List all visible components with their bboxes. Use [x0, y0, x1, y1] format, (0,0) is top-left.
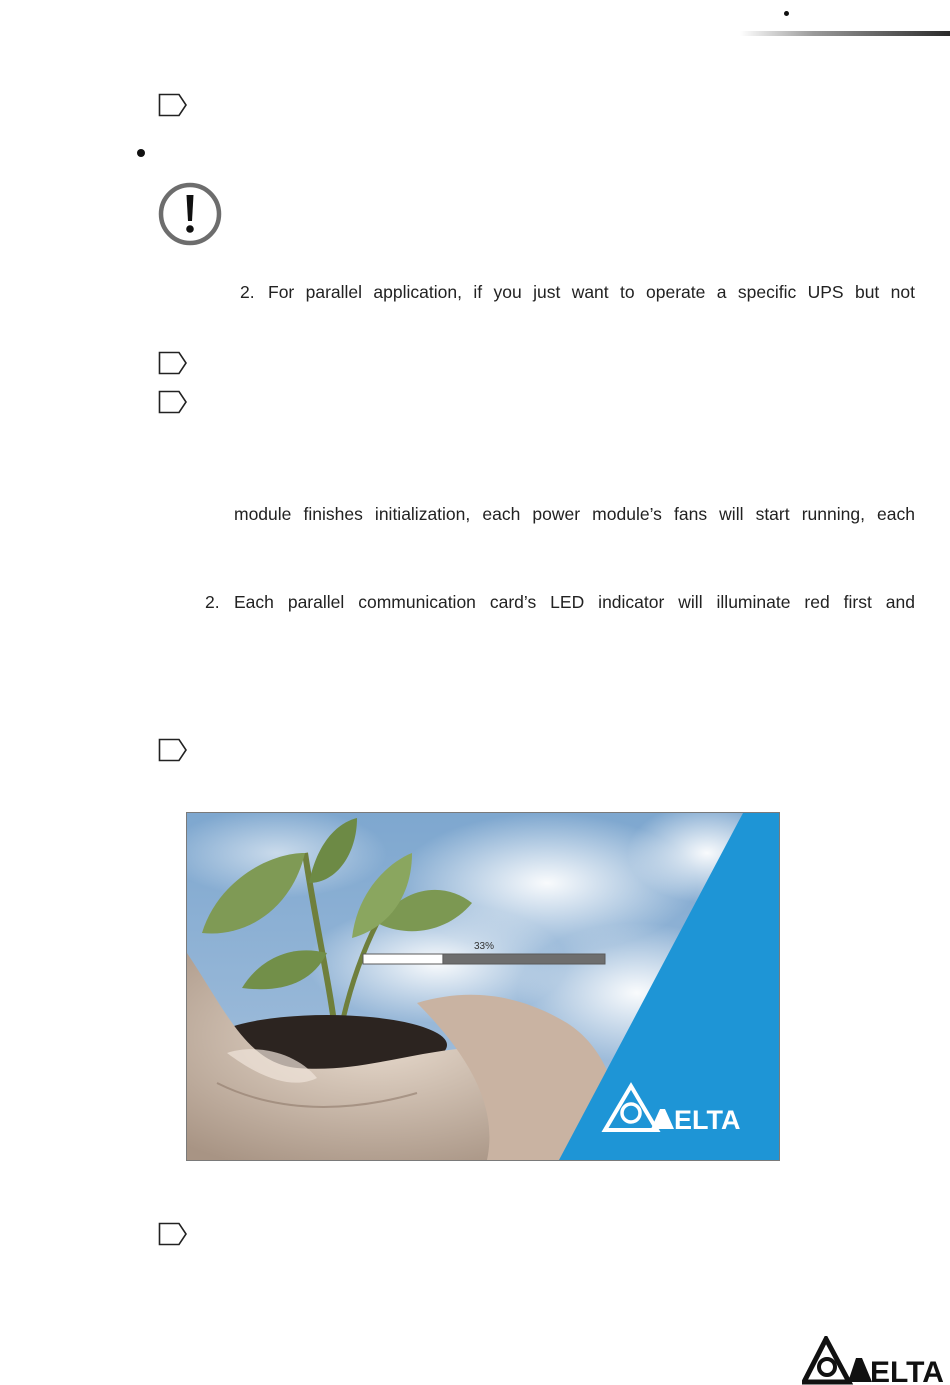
power-module-text: module finishes initialization, each power module’s fans will start running, each	[234, 504, 915, 524]
warning-icon	[157, 181, 223, 247]
led-step-text: Each parallel communication card’s LED indicator will illuminate red first and	[234, 592, 915, 612]
screen-brand-text: ELTA	[674, 1105, 741, 1135]
progress-fill	[363, 954, 443, 964]
note-2-text: For parallel application, if you just want to operate a specific UPS but not	[268, 282, 915, 302]
step-marker-icon	[158, 351, 188, 375]
step-marker-icon	[158, 1222, 188, 1246]
note-2-number: 2.	[240, 282, 255, 302]
led-step-number: 2.	[205, 592, 220, 612]
boot-screen-artwork	[187, 813, 779, 1160]
step-marker-icon	[158, 738, 188, 762]
header-rule	[740, 31, 950, 36]
footer-brand-text: ELTA	[870, 1356, 944, 1385]
step-marker-icon	[158, 390, 188, 414]
header-dot	[784, 11, 789, 16]
step-marker-icon	[158, 93, 188, 117]
boot-screen	[186, 812, 780, 1161]
footer-delta-logo	[802, 1336, 950, 1385]
progress-label: 33%	[473, 941, 495, 952]
bullet-dot	[137, 149, 145, 157]
